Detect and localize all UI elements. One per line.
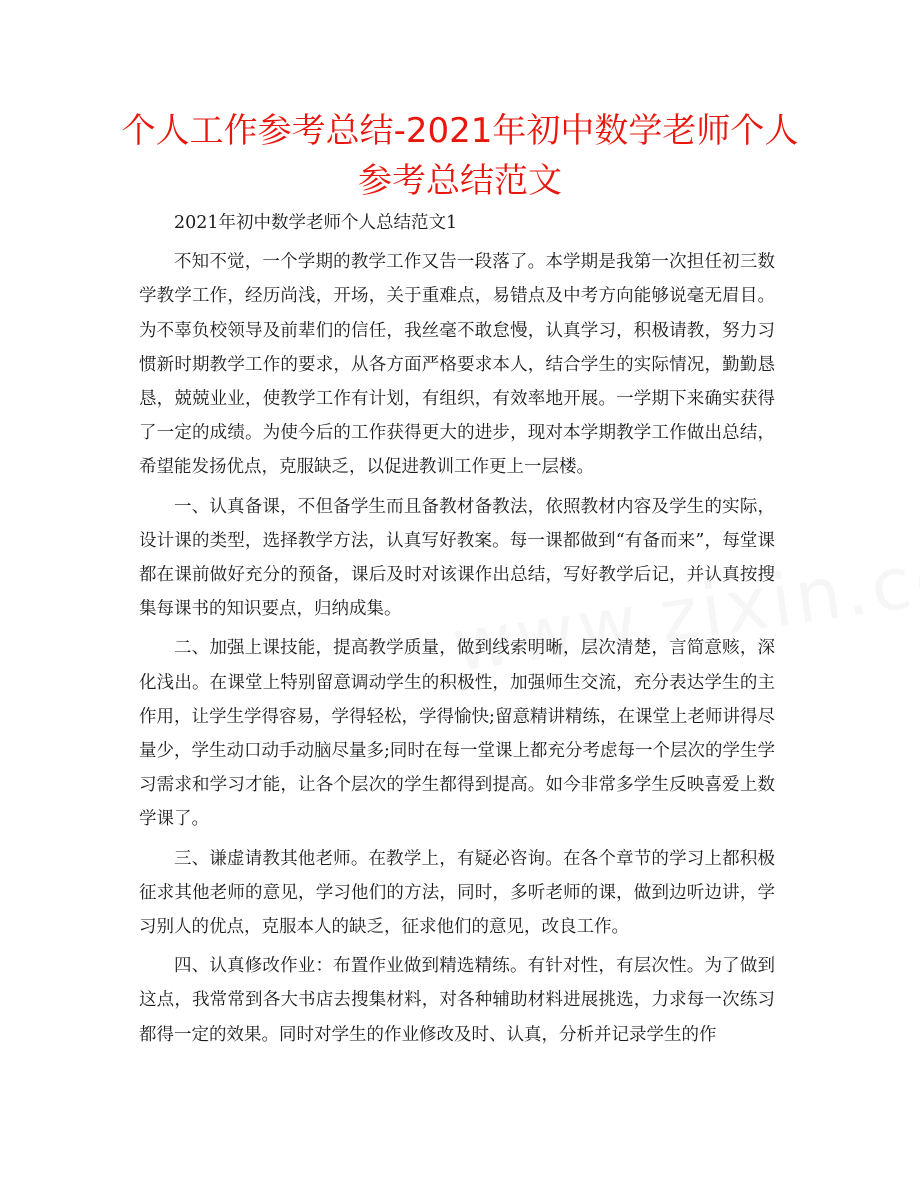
paragraph-section-4: 四、认真修改作业：布置作业做到精选精练。有针对性，有层次性。为了做到这点，我常常到各大书店去搜集材料，对各种辅助材料进展挑选，力求每一次练习都得一定的效果。同时对学生的作业修改及时、认真，分析并记录学生的作 — [139, 956, 775, 1045]
document-body — [139, 206, 775, 1057]
paragraph-section-1: 一、认真备课，不但备学生而且备教材备教法，依照教材内容及学生的实际，设计课的类型，选择教学方法，认真写好教案。每一课都做到“有备而来”，每堂课都在课前做好充分的预备，课后及时对该课作出总结，写好教学后记，并认真按搜集每课书的知识要点，归纳成集。 — [139, 496, 775, 620]
page-title: 个人工作参考总结-2021年初中数学老师个人参考总结范文 — [121, 111, 799, 201]
paragraph-section-2: 二、加强上课技能，提高教学质量，做到线索明晰，层次清楚，言简意赅，深化浅出。在课堂上特别留意调动学生的积极性，加强师生交流，充分表达学生的主作用，让学生学得容易，学得轻松，学得愉快;留意精讲精练，在课堂上老师讲得尽量少，学生动口动手动脑尽量多;同时在每一堂课上都充分考虑每一个层次的学生学习需求和学习才能，让各个层次的学生都得到提高。如今非常多学生反映喜爱上数学课了。 — [139, 638, 775, 830]
section-subtitle: 2021年初中数学老师个人总结范文1 — [174, 213, 458, 233]
paragraph-intro: 不知不觉，一个学期的教学工作又告一段落了。本学期是我第一次担任初三数学教学工作，经历尚浅，开场，关于重难点，易错点及中考方向能够说毫无眉目。为不辜负校领导及前辈们的信任，我丝毫不敢怠慢，认真学习，积极请教，努力习惯新时期教学工作的要求，从各方面严格要求本人，结合学生的实际情况，勤勤恳恳，兢兢业业，使教学工作有计划，有组织，有效率地开展。一学期下来确实获得了一定的成绩。为使今后的工作获得更大的进步，现对本学期教学工作做出总结，希望能发扬优点，克服缺乏，以促进教训工作更上一层楼。 — [139, 252, 775, 478]
paragraph-section-3: 三、谦虚请教其他老师。在教学上，有疑必咨询。在各个章节的学习上都积极征求其他老师的意见，学习他们的方法，同时，多听老师的课，做到边听边讲，学习别人的优点，克服本人的缺乏，征求他们的意见，改良工作。 — [139, 848, 775, 938]
